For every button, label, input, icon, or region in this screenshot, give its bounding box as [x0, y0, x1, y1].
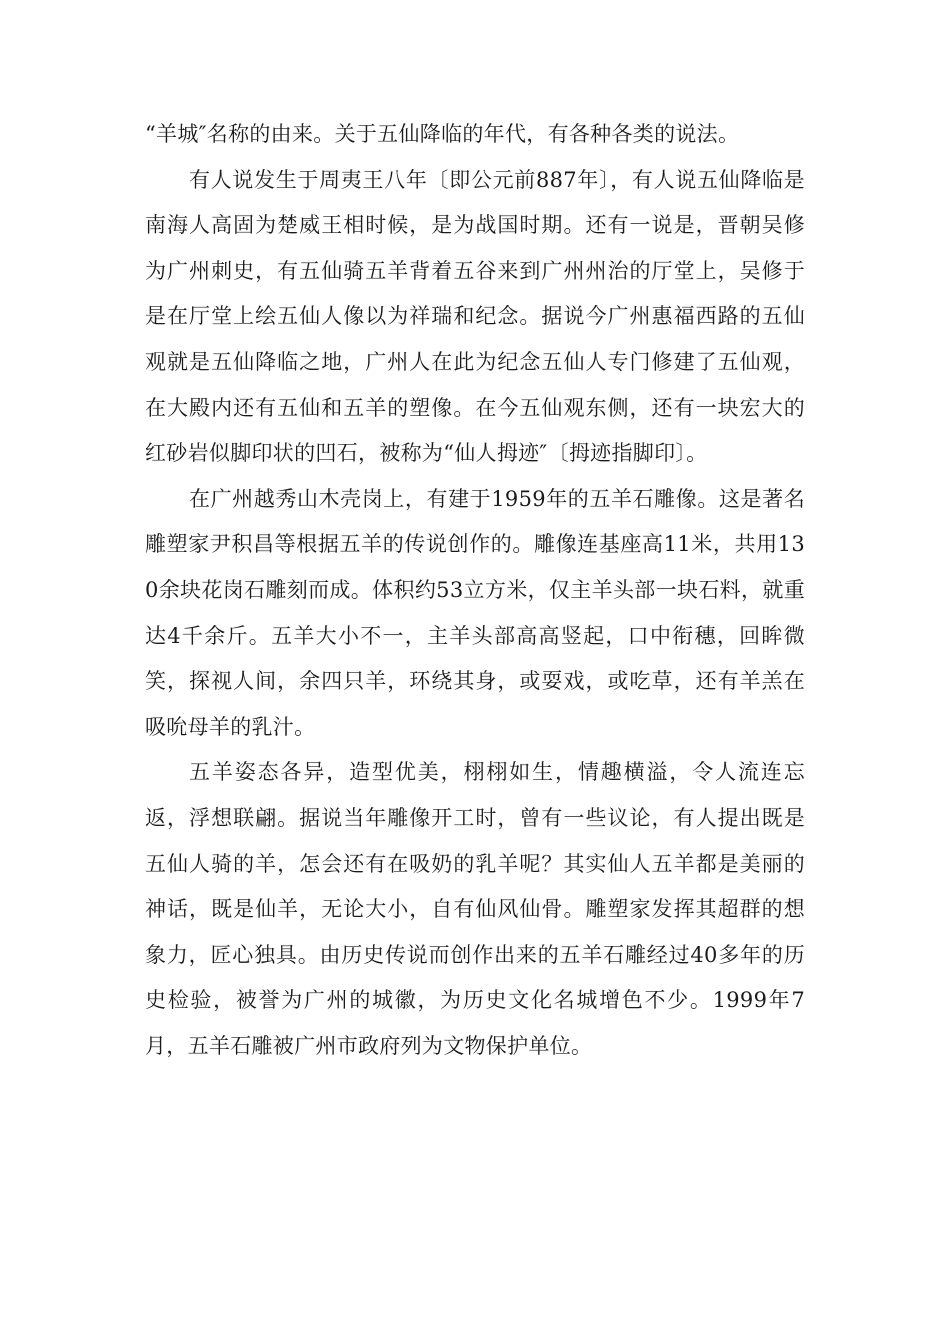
document-body	[145, 112, 805, 1069]
paragraph-3: 在广州越秀山木壳岗上，有建于1959年的五羊石雕像。这是著名雕塑家尹积昌等根据五羊的传说创作的。雕像连基座高11米，共用130余块花岗石雕刻而成。体积约53立方米，仅主羊头部一块石料，就重达4千余斤。五羊大小不一，主羊头部高高竖起，口中衔穗，回眸微笑，探视人间，余四只羊，环绕其身，或耍戏，或吃草，还有羊羔在吸吮母羊的乳汁。	[145, 486, 805, 739]
paragraph-2: 有人说发生于周夷王八年〔即公元前887年〕，有人说五仙降临是南海人高固为楚威王相时候，是为战国时期。还有一说是，晋朝吴修为广州刺史，有五仙骑五羊背着五谷来到广州州治的厅堂上，吴修于是在厅堂上绘五仙人像以为祥瑞和纪念。据说今广州惠福西路的五仙观就是五仙降临之地，广州人在此为纪念五仙人专门修建了五仙观，在大殿内还有五仙和五羊的塑像。在今五仙观东侧，还有一块宏大的红砂岩似脚印状的凹石，被称为“仙人拇迹″〔拇迹指脚印〕。	[145, 167, 805, 466]
paragraph-4: 五羊姿态各异，造型优美，栩栩如生，情趣横溢，令人流连忘返，浮想联翩。据说当年雕像开工时，曾有一些议论，有人提出既是五仙人骑的羊，怎会还有在吸奶的乳羊呢？其实仙人五羊都是美丽的神话，既是仙羊，无论大小，自有仙风仙骨。雕塑家发挥其超群的想象力，匠心独具。由历史传说而创作出来的五羊石雕经过40多年的历史检验，被誉为广州的城徽，为历史文化名城增色不少。1999年7月，五羊石雕被广州市政府列为文物保护单位。	[145, 760, 805, 1058]
paragraph-1: “羊城″名称的由来。关于五仙降临的年代，有各种各类的说法。	[145, 122, 740, 146]
